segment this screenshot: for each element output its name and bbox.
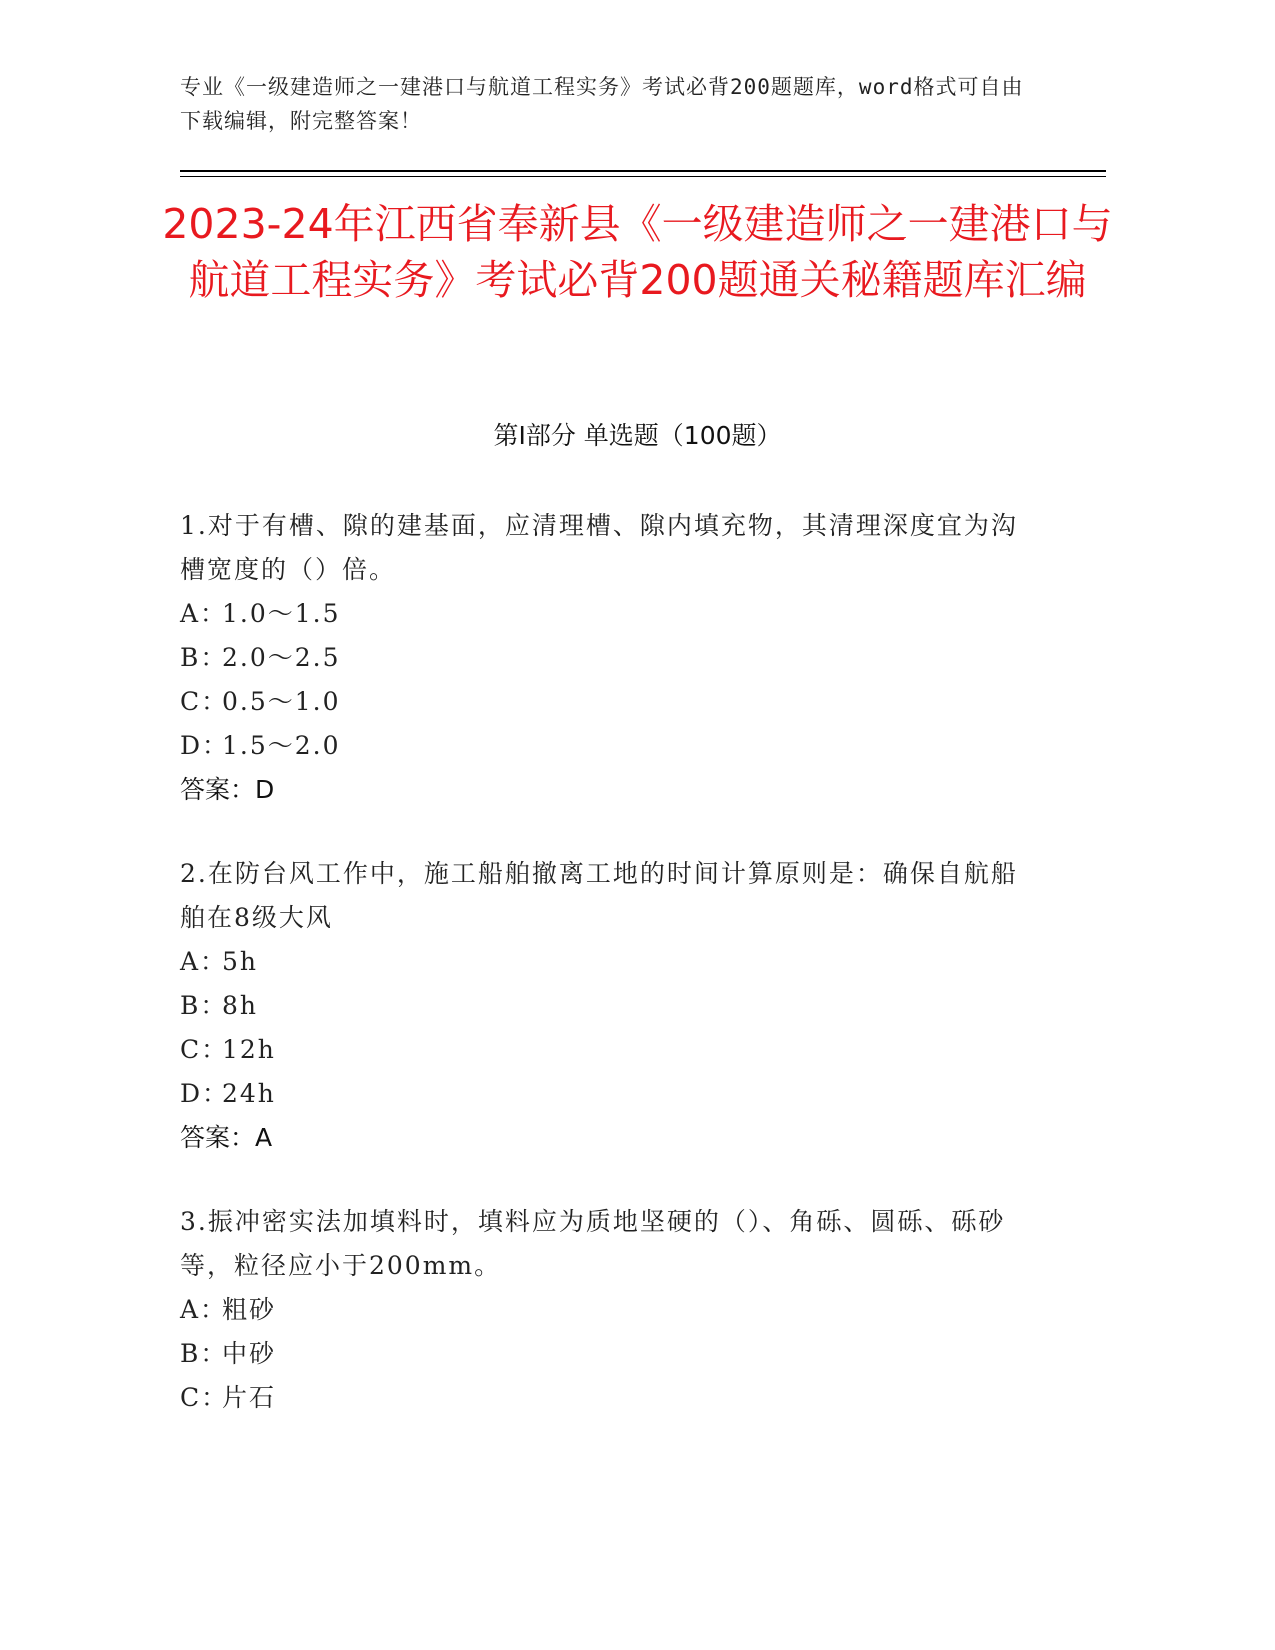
option-letter: C：	[180, 1383, 229, 1412]
option-a	[180, 592, 1020, 636]
document-title: 2023-24年江西省奉新县《一级建造师之一建港口与航道工程实务》考试必背200题通关秘籍题库汇编	[162, 200, 1113, 304]
option-text: 片石	[222, 1383, 277, 1412]
option-text: 12h	[222, 1035, 276, 1064]
option-text: 中砂	[222, 1339, 277, 1368]
question-3	[180, 1200, 1020, 1420]
option-letter: C：	[180, 687, 229, 716]
option-letter: D：	[180, 1079, 230, 1108]
option-text: 0.5～1.0	[222, 687, 341, 716]
option-text: 粗砂	[222, 1295, 277, 1324]
option-c	[180, 680, 1020, 724]
option-text: 5h	[222, 947, 259, 976]
option-letter: B：	[180, 643, 228, 672]
option-text: 24h	[222, 1079, 276, 1108]
question-stem: 2.在防台风工作中，施工船舶撤离工地的时间计算原则是：确保自航船舶在8级大风	[180, 859, 1018, 932]
option-letter: D：	[180, 731, 230, 760]
question-list	[180, 504, 1020, 1460]
option-d	[180, 724, 1020, 768]
section-heading: 第Ⅰ部分 单选题（100题）	[493, 421, 782, 450]
answer: 答案：A	[180, 1123, 273, 1152]
option-letter: A：	[180, 947, 228, 976]
option-text: 8h	[222, 991, 259, 1020]
option-a	[180, 940, 1020, 984]
option-text: 1.5～2.0	[222, 731, 341, 760]
option-letter: A：	[180, 1295, 228, 1324]
option-letter: C：	[180, 1035, 229, 1064]
option-a	[180, 1288, 1020, 1332]
option-text: 1.0～1.5	[222, 599, 341, 628]
answer: 答案：D	[180, 775, 275, 804]
question-stem: 1.对于有槽、隙的建基面，应清理槽、隙内填充物，其清理深度宜为沟槽宽度的（）倍。	[180, 511, 1018, 584]
option-d	[180, 1072, 1020, 1116]
option-b	[180, 984, 1020, 1028]
header-note: 专业《一级建造师之一建港口与航道工程实务》考试必背200题题库，word格式可自由下载编辑，附完整答案！	[180, 75, 1024, 133]
question-1	[180, 504, 1020, 812]
option-b	[180, 636, 1020, 680]
option-letter: B：	[180, 991, 228, 1020]
question-2	[180, 852, 1020, 1160]
option-text: 2.0～2.5	[222, 643, 341, 672]
header-divider-thick	[180, 170, 1106, 172]
option-letter: A：	[180, 599, 228, 628]
option-c	[180, 1028, 1020, 1072]
option-b	[180, 1332, 1020, 1376]
header-divider-thin	[180, 176, 1106, 177]
question-stem: 3.振冲密实法加填料时，填料应为质地坚硬的（）、角砾、圆砾、砾砂等，粒径应小于200mm。	[180, 1207, 1006, 1280]
option-letter: B：	[180, 1339, 228, 1368]
option-c	[180, 1376, 1020, 1420]
